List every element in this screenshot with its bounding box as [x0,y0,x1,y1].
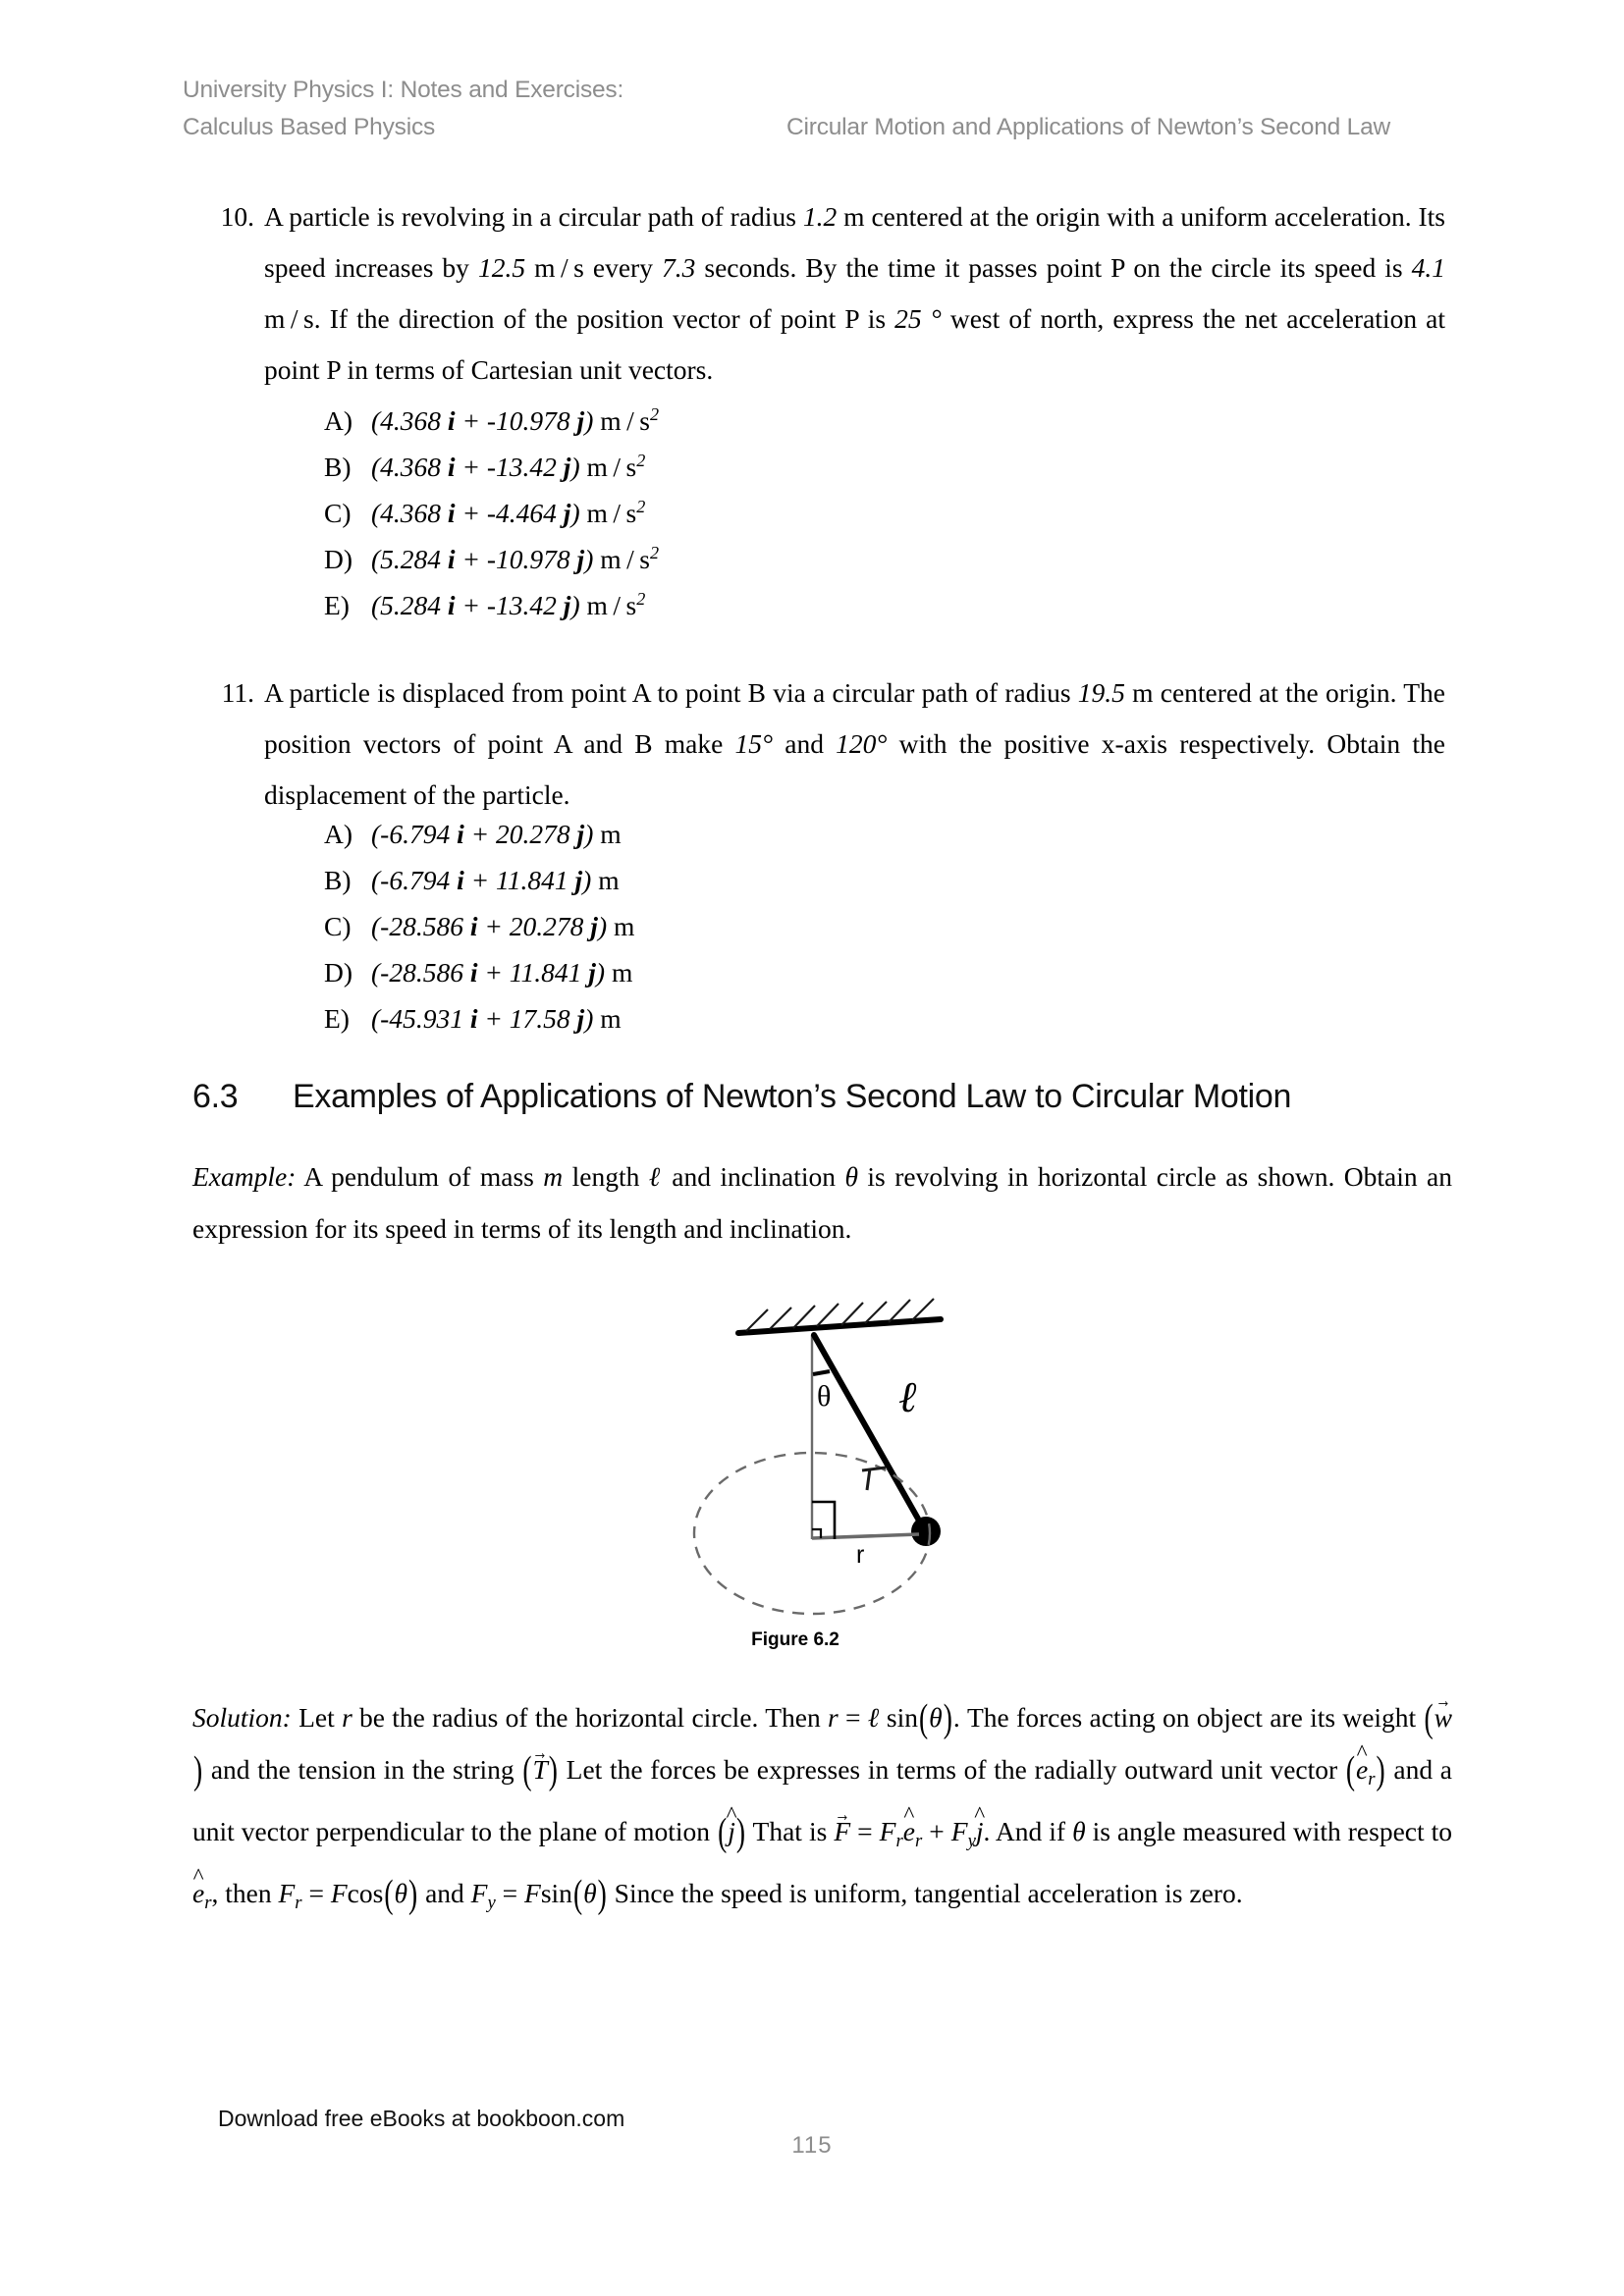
solution-paragraph [192,1691,1452,1929]
option-i-coef: 5.284 [380,544,442,574]
option-unit: m / s [586,498,637,528]
option-exponent: 2 [649,542,660,562]
unit-vector-j: j [576,819,585,849]
option-value: (5.284 i + -10.978 j) m / $s^2$ [371,542,660,574]
q10-value-radius: 1.2 [802,201,838,232]
q10-text-1: A particle is revolving in a circular path of radius [264,201,803,232]
eq4-equals: = [495,1877,525,1908]
unit-vector-i: i [457,819,464,849]
paren-close: ) [193,1747,203,1791]
unit-vector-i: i [457,865,464,895]
symbol-mass-m: m [543,1161,564,1192]
eq1-lhs: r [827,1702,839,1733]
eq1-theta: θ [929,1702,943,1733]
header-book-title: University Physics I: Notes and Exercises: [183,77,624,103]
option-unit: m [600,1003,622,1034]
eq2-Fy: F [950,1815,968,1846]
paren-open: ( [384,1870,394,1915]
eq2-j-hat: j ^ [976,1805,984,1857]
option-i-coef: 5.284 [380,590,442,620]
pendulum-bob [911,1517,941,1546]
subscript-r-2: r [204,1892,212,1913]
unit-vector-i: i [447,590,456,620]
equation-r-equals-l-sin-theta [827,1695,953,1739]
symbol-length-ell: ℓ [648,1161,663,1192]
sol-t1: Let [291,1702,343,1733]
figure-6-2-pendulum-diagram [628,1266,962,1620]
option-letter: D) [324,544,353,574]
option-unit: m / s [600,544,650,574]
option-exponent: 2 [636,450,646,470]
option-row[interactable] [324,444,659,490]
unit-vector-i: i [447,498,456,528]
vector-w: w → [1435,1691,1452,1743]
header-book-subtitle: Calculus Based Physics [183,114,436,140]
unit-vector-j: j [563,498,571,528]
sol-t11: and [418,1877,471,1908]
equation-force-decomposition [834,1815,984,1851]
option-letter: A) [324,819,353,849]
option-i-coef: 4.368 [380,498,442,528]
eq1-equals: = [838,1702,868,1733]
option-unit: m [613,911,635,941]
unit-vector-i: i [469,1003,478,1034]
unit-vector-j: j [563,590,571,620]
option-value: (4.368 i + -10.978 j) m / $s^2$ [371,403,660,436]
option-value: (-45.931 i + 17.58 j) m [371,1003,622,1034]
eq2-F-vector: F → [834,1805,850,1857]
symbol-theta: θ [844,1161,858,1192]
option-j-coef: -13.42 [486,452,557,482]
eq1-sin: sin [879,1702,918,1733]
q11-text-2: m centered at the origin. The position vectors of point A and B make [264,677,1445,759]
paren-open: ( [572,1870,583,1915]
option-value: (-28.586 i + 20.278 j) m [371,911,635,941]
eq2-plus: + [922,1815,951,1846]
section-number: 6.3 [192,1078,239,1115]
sol-t10: , then [211,1877,279,1908]
option-j-coef: 11.841 [496,865,568,895]
q10-text-3: m / s every [525,252,662,283]
right-angle-marker [812,1502,835,1539]
option-row[interactable] [324,398,659,444]
option-letter: D) [324,957,353,988]
eq4-F: F [524,1877,541,1908]
paren-close: ) [597,1870,607,1915]
option-row[interactable] [324,536,659,582]
angle-tick [813,1371,830,1374]
option-value: (4.368 i + -4.464 j) m / $s^2$ [371,496,646,528]
symbol-r: r [342,1702,352,1733]
option-value: (-28.586 i + 11.841 j) m [371,957,633,988]
q11-text-4: with the positive x-axis respectively. Obtain the displacement of the particle. [264,728,1445,810]
unit-vector-j: j [563,452,571,482]
q11-value-radius: 19.5 [1077,677,1125,708]
paren-open: ( [1424,1695,1434,1739]
option-row[interactable] [324,995,634,1041]
unit-vector-e: e ^ [1356,1743,1368,1795]
paren-close: ) [735,1808,746,1853]
option-row[interactable] [324,582,659,628]
option-j-coef: 11.841 [509,957,582,988]
option-unit: m [598,865,620,895]
eq2-Fy-sub: y [967,1830,976,1851]
sol-t2: be the radius of the horizontal circle. Then [352,1702,828,1733]
unit-vector-j-hat: j ^ [728,1805,735,1857]
download-ebooks-link[interactable]: Download free eBooks at bookboon.com [218,2106,625,2131]
figure-caption: Figure 6.2 [751,1629,839,1650]
q10-text-6: west of north, express the net acceleration at point P in terms of Cartesian unit vectors. [264,303,1445,385]
option-value: (-6.794 i + 20.278 j) m [371,819,622,849]
page-number: 115 [791,2132,833,2159]
subscript-r: r [1368,1768,1376,1789]
paren-open: ( [919,1695,929,1739]
option-unit: m / s [586,452,637,482]
option-exponent: 2 [649,403,660,424]
option-j-coef: 20.278 [496,819,570,849]
option-i-coef: -6.794 [380,865,451,895]
hand-drawn-tick [862,1468,886,1490]
example-text-a: A pendulum of mass [296,1161,544,1192]
eq3-theta: θ [394,1877,408,1908]
unit-vector-i: i [447,544,456,574]
option-i-coef: -28.586 [380,911,463,941]
option-j-coef: 17.58 [509,1003,570,1034]
paren-close: ) [548,1747,558,1791]
eq2-er: e ^ [903,1805,915,1857]
pendulum-diagram-svg [628,1266,962,1620]
paren-close: ) [943,1695,952,1739]
paren-open: ( [718,1808,728,1853]
eq2-Fr: F [879,1815,896,1846]
option-row[interactable] [324,857,634,903]
option-i-coef: -45.931 [380,1003,463,1034]
q10-value-angle: 25 ° [894,303,942,334]
question-11-number: 11. [221,677,254,708]
eq2-Fr-sub: r [895,1830,903,1851]
q10-text-4: seconds. By the time it passes point P on the circle its speed is [695,252,1412,283]
q10-value-time: 7.3 [661,252,696,283]
option-letter: B) [324,452,352,482]
option-i-coef: -6.794 [380,819,451,849]
eq3-Fr-sub: r [295,1892,302,1913]
question-11-text [264,667,1445,821]
unit-vector-j: j [576,405,585,436]
option-row[interactable] [324,949,634,995]
sol-t6: and a unit vector perpendicular to the plane of motion [192,1754,1452,1846]
symbol-theta-2: θ [1072,1815,1086,1846]
sol-t12: Since the speed is uniform, tangential acceleration is zero. [607,1877,1243,1908]
unit-vector-i: i [447,405,456,436]
eq3-Fr: F [278,1877,296,1908]
section-title: Examples of Applications of Newton’s Second Law to Circular Motion [293,1078,1292,1115]
option-j-coef: -13.42 [486,590,557,620]
example-text-b: length [563,1161,649,1192]
example-text-c: and inclination [662,1161,845,1192]
symbol-tension-vector [521,1747,559,1791]
paren-open: ( [522,1747,532,1791]
unit-vector-j: j [574,865,583,895]
question-10-number: 10. [220,201,254,232]
option-exponent: 2 [636,496,646,516]
figure-r-label: r [856,1541,865,1569]
example-paragraph [192,1150,1452,1255]
solution-label: Solution: [192,1702,292,1733]
equation-Fr-equals-F-cos-theta [278,1870,418,1915]
sol-t4: and the tension in the string [203,1754,522,1785]
eq1-ell: ℓ [867,1702,880,1733]
option-letter: C) [324,911,352,941]
option-value: (-6.794 i + 11.841 j) m [371,865,620,895]
option-unit: m [611,957,633,988]
equation-Fy-equals-F-sin-theta [470,1870,608,1915]
option-i-coef: 4.368 [380,452,442,482]
unit-vector-e-2: e ^ [192,1867,204,1919]
option-unit: m / s [586,590,637,620]
q11-value-angle-b: 120° [836,728,888,759]
question-10-text [264,191,1445,396]
unit-vector-j: j [576,1003,585,1034]
header-chapter-title: Circular Motion and Applications of Newton’s Second Law [786,114,1391,140]
eq4-Fy: F [470,1877,488,1908]
option-letter: E) [324,590,350,620]
unit-vector-j: j [576,544,585,574]
q10-text-5: m / s. If the direction of the position vector of point P is [264,303,895,334]
option-row[interactable] [324,903,634,949]
symbol-unit-vector-er-2 [192,1877,212,1913]
option-letter: A) [324,405,353,436]
eq2-er-sub: r [914,1830,923,1851]
paren-open: ( [1345,1747,1356,1791]
eq4-sin: sin [540,1877,572,1908]
question-10 [203,191,1445,396]
option-j-coef: -10.978 [486,405,570,436]
sol-t7: That is [746,1815,835,1846]
option-value: (5.284 i + -13.42 j) m / $s^2$ [371,588,646,620]
eq3-equals: = [301,1877,331,1908]
q11-text-3: and [773,728,837,759]
option-unit: m / s [600,405,650,436]
option-j-coef: 20.278 [509,911,584,941]
sol-t3: . The forces acting on object are its weight [952,1702,1424,1733]
option-unit: m [600,819,622,849]
q10-value-speed: 4.1 [1411,252,1446,283]
sol-t9: is angle measured with respect to [1085,1815,1453,1846]
example-text-d: is revolving in horizontal circle as shown. Obtain an expression for its speed in terms of its length and inclination. [192,1161,1452,1244]
radius-line [812,1534,919,1538]
option-i-coef: 4.368 [380,405,442,436]
paren-close: ) [1376,1747,1385,1791]
sol-t5: Let the forces be expresses in terms of the radially outward unit vector [558,1754,1345,1785]
option-row[interactable] [324,811,634,857]
symbol-unit-vector-j [717,1808,746,1853]
figure-theta-label: θ [817,1380,832,1413]
example-label: Example: [192,1161,297,1192]
option-letter: E) [324,1003,350,1034]
option-row[interactable] [324,490,659,536]
q10-text-2: m centered at the origin with a uniform acceleration. Its speed increases by [264,201,1446,283]
vector-T: T → [533,1743,548,1795]
question-11-options [324,811,634,1041]
unit-vector-i: i [469,957,478,988]
paren-close: ) [408,1870,418,1915]
figure-ell-label: ℓ [898,1373,917,1421]
symbol-unit-vector-er [1345,1747,1386,1791]
pendulum-string [814,1335,923,1527]
eq4-Fy-sub: y [487,1892,496,1913]
eq3-F: F [330,1877,348,1908]
unit-vector-i: i [447,452,456,482]
option-j-coef: -4.464 [486,498,557,528]
q11-value-angle-a: 15° [734,728,774,759]
sol-t8: . And if [983,1815,1073,1846]
option-j-coef: -10.978 [486,544,570,574]
question-11 [203,667,1445,821]
section-heading-6-3 [192,1078,1291,1116]
question-10-options [324,398,659,628]
unit-vector-i: i [469,911,478,941]
option-letter: C) [324,498,352,528]
option-exponent: 2 [636,588,646,609]
ceiling-line [738,1319,941,1333]
unit-vector-j: j [588,957,596,988]
option-letter: B) [324,865,352,895]
option-value: (4.368 i + -13.42 j) m / $s^2$ [371,450,646,482]
eq3-cos: cos [347,1877,384,1908]
eq4-theta: θ [583,1877,597,1908]
q11-text-1: A particle is displaced from point A to point B via a circular path of radius [264,677,1078,708]
eq2-equals: = [850,1815,880,1846]
option-i-coef: -28.586 [380,957,463,988]
q10-value-speed-increase: 12.5 [477,252,526,283]
unit-vector-j: j [590,911,598,941]
